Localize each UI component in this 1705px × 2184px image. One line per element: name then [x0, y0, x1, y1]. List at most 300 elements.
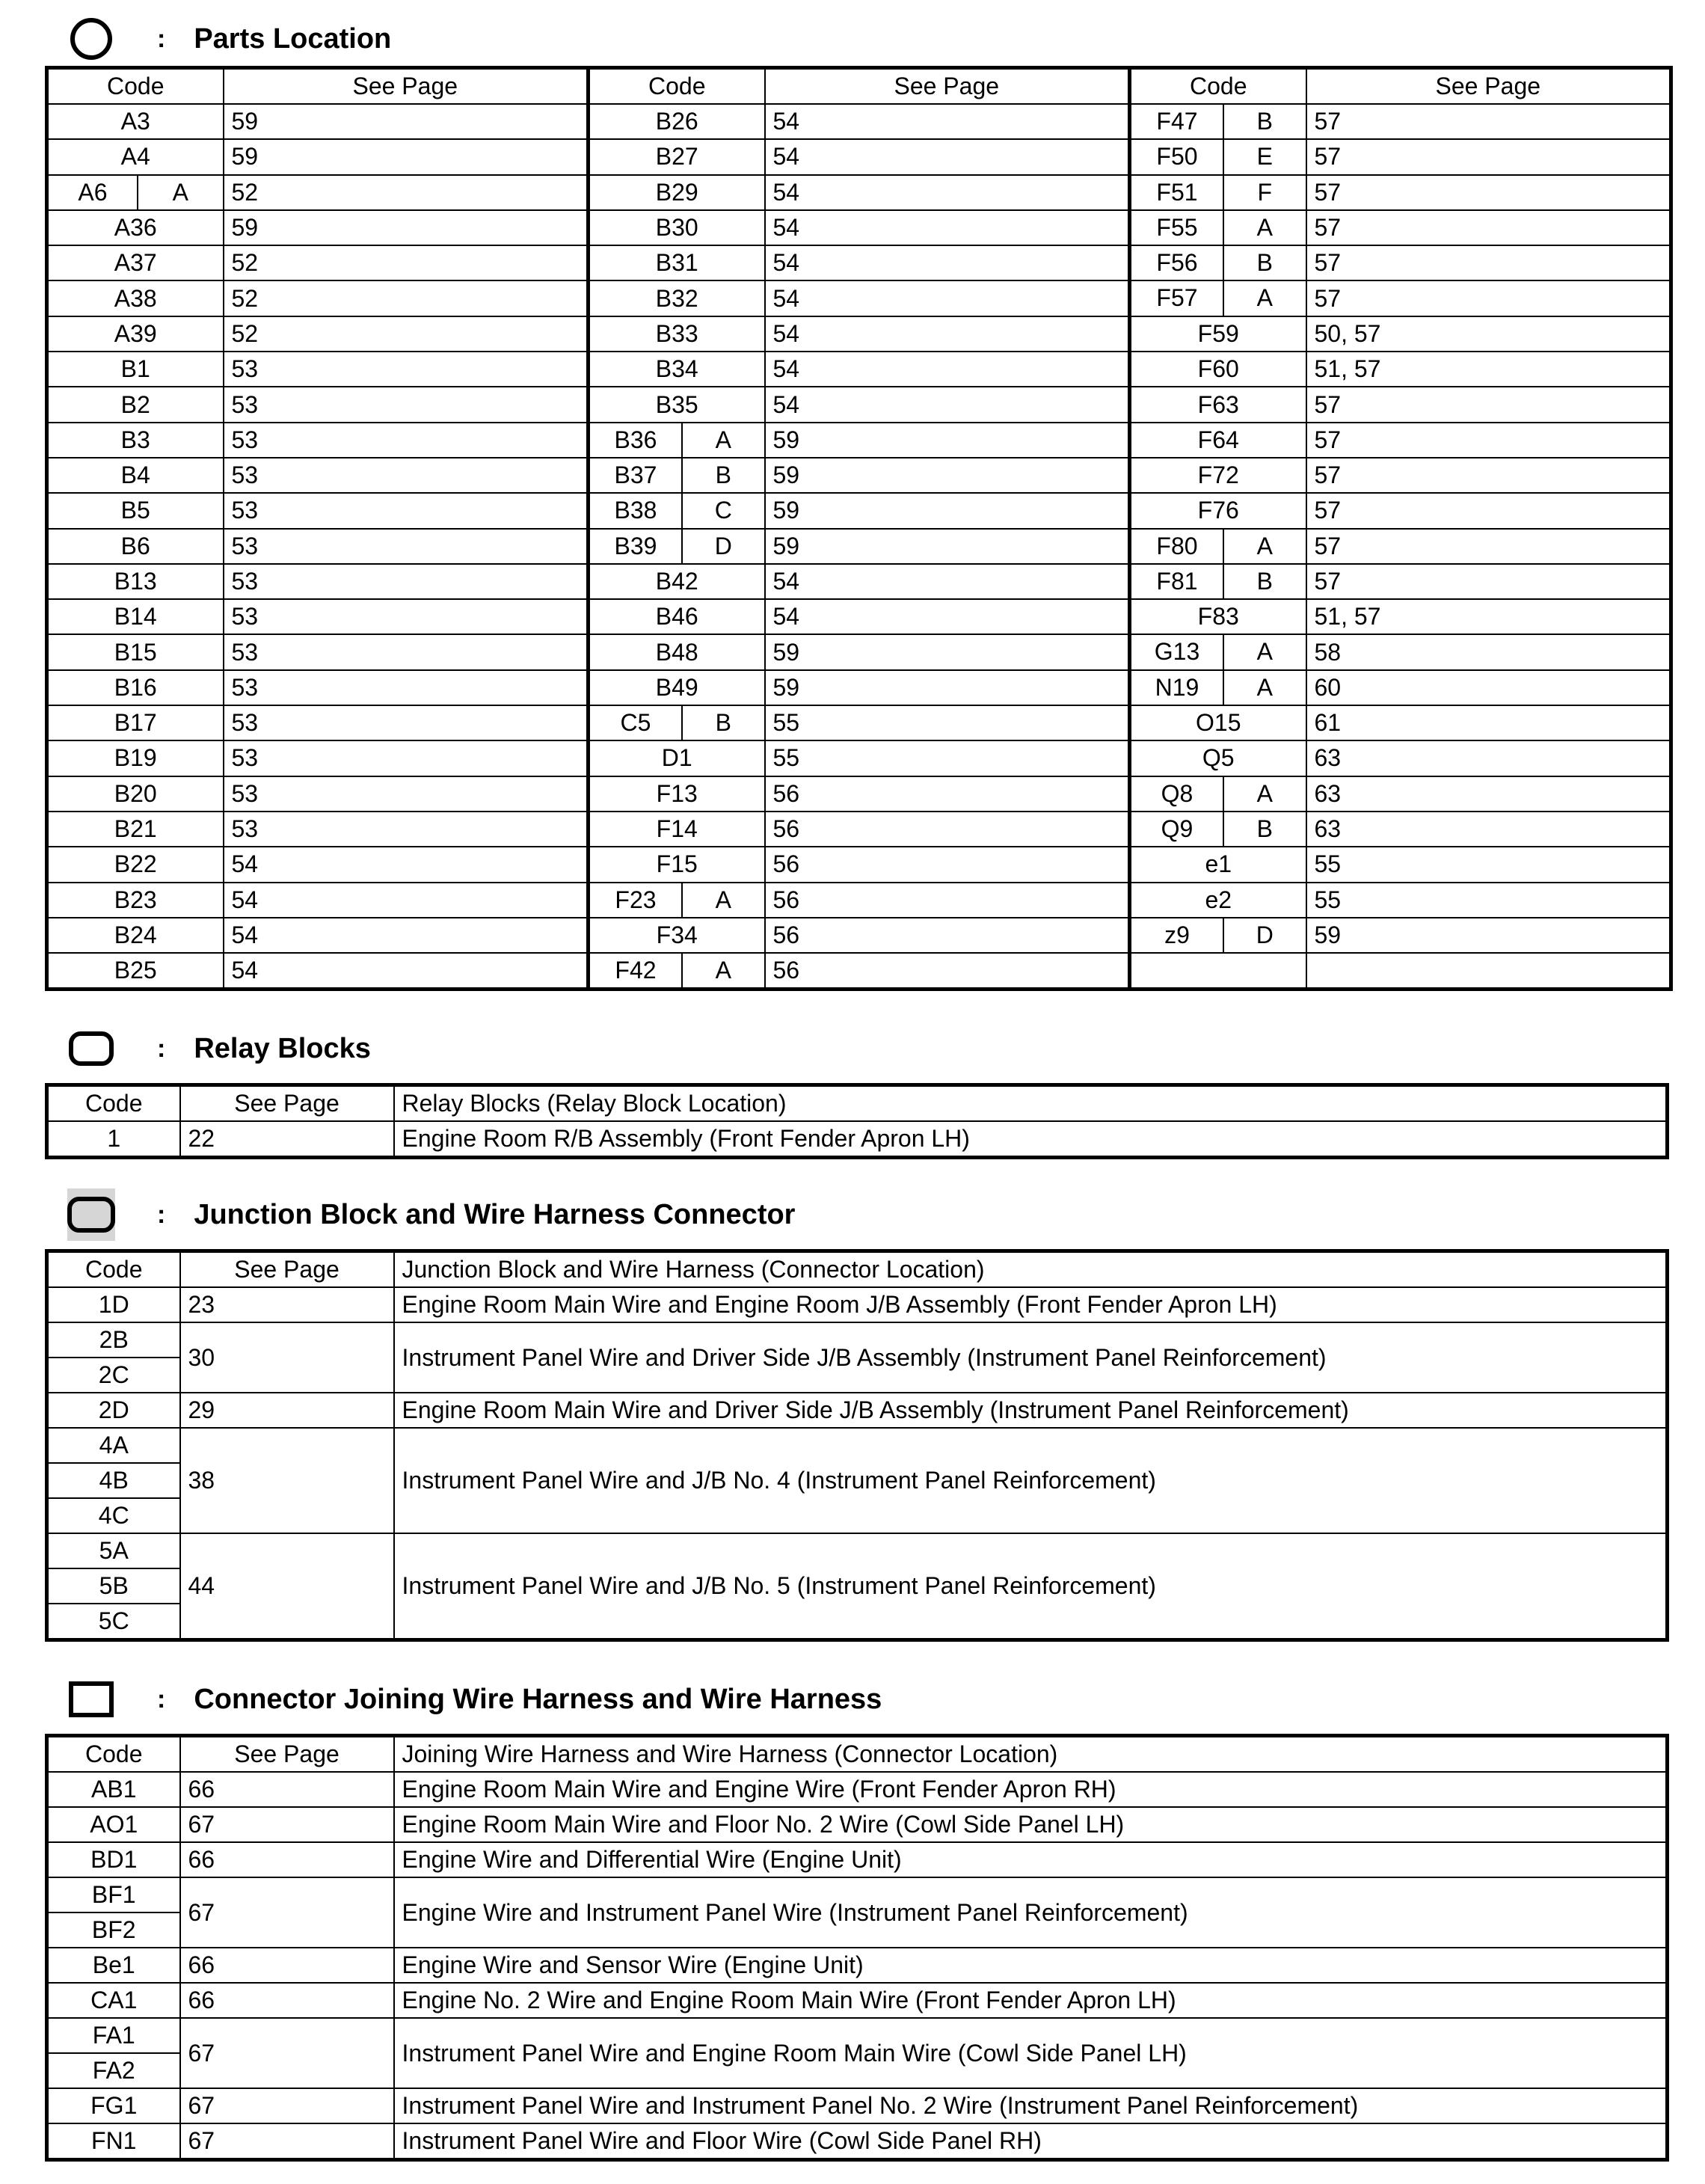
- part-code-cell: [47, 564, 224, 599]
- part-code-cell: [589, 316, 765, 352]
- part-code: F55: [1131, 211, 1224, 245]
- part-code: F72: [1197, 461, 1239, 489]
- pill-icon: [69, 1026, 114, 1071]
- part-code-cell: [47, 953, 224, 990]
- part-code: B15: [114, 638, 157, 666]
- see-page-cell: 54: [765, 599, 1130, 634]
- connector-letter: C: [714, 497, 732, 524]
- location-description: Engine Room Main Wire and Floor No. 2 Wire (Cowl Side Panel LH): [394, 1807, 1668, 1842]
- table-row: [47, 776, 1671, 812]
- table-row: [47, 139, 1671, 174]
- code-with-connector: [1131, 635, 1306, 669]
- connector-code: 2D: [47, 1393, 180, 1428]
- see-page-cell: 30: [180, 1322, 394, 1393]
- part-code: N19: [1131, 671, 1224, 705]
- circle-icon: [69, 16, 114, 61]
- table-row: [47, 1393, 1668, 1428]
- part-code: A38: [114, 284, 157, 312]
- part-code: B19: [114, 744, 157, 772]
- part-code: B31: [655, 249, 698, 277]
- part-code: B1: [120, 355, 150, 383]
- part-code: B5: [120, 497, 150, 524]
- see-page-cell: 57: [1306, 458, 1671, 493]
- part-code: B32: [655, 284, 698, 312]
- shaded-pill-icon: [69, 1192, 114, 1237]
- table-row: [47, 529, 1671, 564]
- connector-code: 5A: [47, 1533, 180, 1568]
- connector-code: 4A: [47, 1428, 180, 1463]
- table-row: [47, 634, 1671, 669]
- see-page-cell: 53: [224, 740, 589, 776]
- see-page-cell: 54: [765, 175, 1130, 210]
- connector-letter: A: [1256, 284, 1273, 312]
- connector-code: FN1: [47, 2123, 180, 2160]
- see-page-cell: 59: [224, 210, 589, 245]
- connector-letter: B: [715, 709, 731, 737]
- code-with-connector: [590, 954, 764, 987]
- part-code: F57: [1131, 281, 1224, 315]
- code-with-connector: [1131, 176, 1306, 209]
- code-with-connector: [590, 706, 764, 740]
- part-code-cell: [589, 175, 765, 210]
- location-description: Engine Wire and Instrument Panel Wire (Instrument Panel Reinforcement): [394, 1877, 1668, 1948]
- table-row: [47, 2018, 1668, 2053]
- part-code: B42: [655, 568, 698, 595]
- part-code-cell: [47, 280, 224, 316]
- part-code: B13: [114, 568, 157, 595]
- table-row: [47, 352, 1671, 387]
- part-code-cell: [1130, 776, 1306, 812]
- part-code-cell: [47, 458, 224, 493]
- connector-code: 5C: [47, 1604, 180, 1640]
- part-code-cell: [1130, 599, 1306, 634]
- part-code: Q8: [1131, 777, 1224, 811]
- see-page-cell: 56: [765, 953, 1130, 990]
- relay-blocks-table: [45, 1083, 1669, 1159]
- part-code: C5: [590, 706, 683, 740]
- connector-code: 5B: [47, 1568, 180, 1604]
- part-code-cell: [47, 705, 224, 740]
- part-code-cell: [1130, 139, 1306, 174]
- part-code: F23: [590, 883, 683, 917]
- part-code: B17: [114, 709, 157, 737]
- section-title: Relay Blocks: [194, 1032, 371, 1064]
- see-page-cell: 57: [1306, 529, 1671, 564]
- part-code-cell: [47, 776, 224, 812]
- part-code-cell: [1130, 529, 1306, 564]
- location-description: Instrument Panel Wire and J/B No. 4 (Instrument Panel Reinforcement): [394, 1428, 1668, 1533]
- table-row: [47, 493, 1671, 528]
- see-page-cell: 53: [224, 634, 589, 669]
- relay-blocks-heading: [69, 1026, 371, 1071]
- part-code-cell: [47, 847, 224, 882]
- table-row: [47, 2123, 1668, 2160]
- table-row: [47, 245, 1671, 280]
- part-code-cell: [589, 210, 765, 245]
- part-code-cell: [589, 423, 765, 458]
- see-page-cell: 54: [765, 316, 1130, 352]
- part-code-cell: [589, 139, 765, 174]
- part-code: e1: [1205, 850, 1232, 878]
- code-with-connector: [1131, 281, 1306, 315]
- see-page-cell: 52: [224, 175, 589, 210]
- part-code: B27: [655, 143, 698, 171]
- code-with-connector: [1131, 777, 1306, 811]
- part-code-cell: [1130, 245, 1306, 280]
- table-row: [47, 847, 1671, 882]
- part-code-cell: [47, 529, 224, 564]
- part-code-cell: [1130, 316, 1306, 352]
- see-page-cell: 67: [180, 1807, 394, 1842]
- see-page-cell: 55: [765, 705, 1130, 740]
- part-code: B14: [114, 603, 157, 631]
- connector-letter: A: [1256, 638, 1273, 666]
- see-page-cell: 57: [1306, 210, 1671, 245]
- part-code-cell: [1130, 918, 1306, 953]
- see-page-cell: 59: [765, 670, 1130, 705]
- junction-block-heading: [69, 1192, 795, 1237]
- table-row: [47, 1983, 1668, 2018]
- connector-letter: B: [1256, 815, 1273, 842]
- table-row: [47, 1121, 1668, 1158]
- part-code-cell: [1130, 670, 1306, 705]
- table-row: [47, 387, 1671, 422]
- part-code: B36: [590, 423, 683, 457]
- table-row: [47, 316, 1671, 352]
- see-page-cell: 55: [1306, 847, 1671, 882]
- part-code-cell: [47, 918, 224, 953]
- see-page-header: See Page: [1306, 68, 1671, 105]
- table-row: [47, 1948, 1668, 1983]
- see-page-cell: 53: [224, 493, 589, 528]
- connector-letter: D: [1256, 921, 1274, 948]
- table-row: [47, 2088, 1668, 2123]
- part-code-cell: [47, 352, 224, 387]
- see-page-cell: 29: [180, 1393, 394, 1428]
- header-row: [47, 1251, 1668, 1288]
- part-code-cell: [589, 104, 765, 139]
- see-page-cell: 61: [1306, 705, 1671, 740]
- part-code-cell: [47, 139, 224, 174]
- joining-connector-table: [45, 1734, 1669, 2162]
- part-code-cell: [589, 740, 765, 776]
- part-code: B26: [655, 108, 698, 135]
- part-code: F60: [1197, 355, 1239, 383]
- part-code: A37: [114, 249, 157, 277]
- location-header: Joining Wire Harness and Wire Harness (Connector Location): [394, 1736, 1668, 1773]
- part-code-cell: [47, 423, 224, 458]
- part-code-cell: [1130, 104, 1306, 139]
- connector-code: FG1: [47, 2088, 180, 2123]
- connector-letter: A: [172, 178, 188, 206]
- part-code-cell: [1130, 740, 1306, 776]
- part-code: A6: [49, 176, 138, 209]
- part-code: B4: [120, 461, 150, 489]
- part-code: F81: [1131, 565, 1224, 598]
- connector-letter: A: [1256, 779, 1273, 807]
- see-page-header: See Page: [180, 1085, 394, 1122]
- table-row: [47, 175, 1671, 210]
- part-code-cell: [1130, 352, 1306, 387]
- see-page-cell: 60: [1306, 670, 1671, 705]
- section-colon: :: [157, 1684, 166, 1714]
- part-code-cell: [589, 280, 765, 316]
- part-code-cell: [1130, 953, 1306, 990]
- see-page-cell: 53: [224, 705, 589, 740]
- header-row: [47, 1736, 1668, 1773]
- part-code-cell: [1130, 634, 1306, 669]
- see-page-header: See Page: [180, 1736, 394, 1773]
- part-code-cell: [589, 529, 765, 564]
- see-page-cell: 51, 57: [1306, 352, 1671, 387]
- part-code: F34: [656, 921, 698, 948]
- connector-code: CA1: [47, 1983, 180, 2018]
- connector-letter: D: [714, 532, 732, 559]
- see-page-cell: 52: [224, 316, 589, 352]
- part-code-cell: [589, 670, 765, 705]
- see-page-cell: 51, 57: [1306, 599, 1671, 634]
- part-code: B2: [120, 390, 150, 418]
- location-description: Instrument Panel Wire and Instrument Panel No. 2 Wire (Instrument Panel Reinforcement): [394, 2088, 1668, 2123]
- see-page-cell: 56: [765, 847, 1130, 882]
- table-row: [47, 1533, 1668, 1568]
- part-code: A3: [120, 108, 150, 135]
- see-page-header: See Page: [765, 68, 1130, 105]
- see-page-cell: 57: [1306, 139, 1671, 174]
- part-code: B37: [590, 458, 683, 492]
- connector-letter: B: [715, 461, 731, 488]
- part-code-cell: [47, 740, 224, 776]
- table-row: [47, 280, 1671, 316]
- table-row: [47, 1287, 1668, 1322]
- see-page-cell: 57: [1306, 564, 1671, 599]
- connector-code: AB1: [47, 1772, 180, 1807]
- see-page-cell: 53: [224, 352, 589, 387]
- header-row: [47, 68, 1671, 105]
- part-code-cell: [589, 458, 765, 493]
- see-page-cell: 54: [765, 352, 1130, 387]
- see-page-header: See Page: [180, 1251, 394, 1288]
- see-page-cell: 59: [1306, 918, 1671, 953]
- code-with-connector: [49, 176, 223, 209]
- connector-code: BD1: [47, 1842, 180, 1877]
- code-with-connector: [590, 458, 764, 492]
- location-description: Engine Wire and Differential Wire (Engine Unit): [394, 1842, 1668, 1877]
- connector-letter: A: [715, 886, 731, 913]
- location-description: Instrument Panel Wire and J/B No. 5 (Instrument Panel Reinforcement): [394, 1533, 1668, 1640]
- part-code: F15: [656, 850, 698, 878]
- connector-letter: E: [1256, 143, 1273, 171]
- part-code: F14: [656, 815, 698, 843]
- table-row: [47, 1807, 1668, 1842]
- table-row: [47, 918, 1671, 953]
- code-with-connector: [1131, 105, 1306, 138]
- see-page-cell: 56: [765, 776, 1130, 812]
- see-page-cell: 66: [180, 1983, 394, 2018]
- part-code-cell: [1130, 423, 1306, 458]
- part-code: B29: [655, 178, 698, 206]
- see-page-cell: 57: [1306, 175, 1671, 210]
- part-code: e2: [1205, 886, 1232, 913]
- part-code: B34: [655, 355, 698, 383]
- see-page-cell: 67: [180, 2088, 394, 2123]
- see-page-cell: 54: [765, 104, 1130, 139]
- see-page-cell: 67: [180, 2123, 394, 2160]
- part-code: z9: [1131, 918, 1224, 952]
- connector-letter: B: [1256, 567, 1273, 595]
- code-with-connector: [590, 883, 764, 917]
- connector-letter: A: [1256, 673, 1273, 701]
- see-page-cell: 54: [224, 847, 589, 882]
- part-code-cell: [1130, 387, 1306, 422]
- location-description: Engine No. 2 Wire and Engine Room Main Wire (Front Fender Apron LH): [394, 1983, 1668, 2018]
- part-code-cell: [589, 776, 765, 812]
- part-code-cell: [47, 210, 224, 245]
- table-row: [47, 1322, 1668, 1358]
- part-code: F51: [1131, 176, 1224, 209]
- part-code-cell: [1130, 175, 1306, 210]
- part-code-cell: [589, 634, 765, 669]
- part-code-cell: [47, 812, 224, 847]
- table-row: [47, 1428, 1668, 1463]
- see-page-cell: 59: [765, 423, 1130, 458]
- see-page-cell: 52: [224, 280, 589, 316]
- section-title: Connector Joining Wire Harness and Wire Harness: [194, 1683, 882, 1715]
- code-header: Code: [47, 1736, 180, 1773]
- part-code-cell: [589, 705, 765, 740]
- parts-location-heading: [69, 16, 391, 61]
- table-row: [47, 953, 1671, 990]
- see-page-cell: 55: [765, 740, 1130, 776]
- connector-letter: A: [715, 426, 731, 453]
- connector-code: FA2: [47, 2053, 180, 2088]
- see-page-cell: 53: [224, 387, 589, 422]
- connector-code: 2C: [47, 1358, 180, 1393]
- part-code-cell: [1130, 210, 1306, 245]
- table-row: [47, 705, 1671, 740]
- section-colon: :: [157, 1200, 166, 1229]
- part-code: O15: [1196, 709, 1241, 737]
- part-code-cell: [589, 812, 765, 847]
- see-page-cell: 54: [765, 387, 1130, 422]
- see-page-cell: 66: [180, 1842, 394, 1877]
- see-page-cell: 59: [765, 458, 1130, 493]
- location-description: Instrument Panel Wire and Floor Wire (Cowl Side Panel RH): [394, 2123, 1668, 2160]
- see-page-cell: 57: [1306, 493, 1671, 528]
- see-page-cell: 56: [765, 883, 1130, 918]
- code-with-connector: [1131, 918, 1306, 952]
- part-code-cell: [589, 493, 765, 528]
- part-code-cell: [589, 883, 765, 918]
- part-code: B16: [114, 673, 157, 701]
- part-code-cell: [47, 634, 224, 669]
- section-colon: :: [157, 1034, 166, 1063]
- location-header: Junction Block and Wire Harness (Connector Location): [394, 1251, 1668, 1288]
- part-code: F13: [656, 779, 698, 807]
- see-page-cell: 59: [224, 139, 589, 174]
- connector-code: BF1: [47, 1877, 180, 1912]
- part-code-cell: [589, 352, 765, 387]
- see-page-cell: 58: [1306, 634, 1671, 669]
- part-code: B33: [655, 319, 698, 347]
- see-page-cell: 53: [224, 423, 589, 458]
- part-code: A36: [114, 214, 157, 242]
- connector-code: FA1: [47, 2018, 180, 2053]
- part-code-cell: [47, 493, 224, 528]
- joining-connector-heading: [69, 1677, 882, 1722]
- see-page-cell: 53: [224, 564, 589, 599]
- part-code: F76: [1197, 497, 1239, 524]
- see-page-cell: 54: [765, 564, 1130, 599]
- table-row: [47, 458, 1671, 493]
- see-page-cell: 57: [1306, 280, 1671, 316]
- part-code: B3: [120, 426, 150, 453]
- part-code-cell: [1130, 847, 1306, 882]
- table-row: [47, 210, 1671, 245]
- code-header: Code: [589, 68, 765, 105]
- connector-code: 4B: [47, 1463, 180, 1498]
- code-with-connector: [1131, 246, 1306, 280]
- see-page-cell: 55: [1306, 883, 1671, 918]
- see-page-cell: 63: [1306, 740, 1671, 776]
- part-code-cell: [589, 847, 765, 882]
- connector-code: BF2: [47, 1912, 180, 1948]
- table-row: [47, 423, 1671, 458]
- part-code-cell: [47, 599, 224, 634]
- connector-letter: A: [1256, 532, 1273, 559]
- part-code-cell: [1130, 564, 1306, 599]
- code-with-connector: [590, 494, 764, 527]
- code-with-connector: [1131, 211, 1306, 245]
- code-with-connector: [1131, 565, 1306, 598]
- see-page-cell: 63: [1306, 812, 1671, 847]
- see-page-cell: 53: [224, 812, 589, 847]
- table-row: [47, 740, 1671, 776]
- see-page-cell: 53: [224, 670, 589, 705]
- part-code-cell: [589, 387, 765, 422]
- connector-letter: B: [1256, 108, 1273, 135]
- part-code-cell: [47, 316, 224, 352]
- see-page-cell: 57: [1306, 245, 1671, 280]
- part-code: B48: [655, 638, 698, 666]
- part-code-cell: [47, 670, 224, 705]
- part-code: B38: [590, 494, 683, 527]
- location-description: Instrument Panel Wire and Engine Room Main Wire (Cowl Side Panel LH): [394, 2018, 1668, 2088]
- see-page-cell: 67: [180, 1877, 394, 1948]
- part-code: Q9: [1131, 812, 1224, 846]
- part-code-cell: [1130, 458, 1306, 493]
- table-row: [47, 1772, 1668, 1807]
- location-description: Instrument Panel Wire and Driver Side J/B Assembly (Instrument Panel Reinforcement): [394, 1322, 1668, 1393]
- code-header: Code: [47, 1085, 180, 1122]
- see-page-cell: [1306, 953, 1671, 990]
- see-page-cell: 23: [180, 1287, 394, 1322]
- part-code: F80: [1131, 530, 1224, 563]
- connector-code: 4C: [47, 1498, 180, 1533]
- connector-letter: B: [1256, 249, 1273, 277]
- see-page-cell: 53: [224, 458, 589, 493]
- part-code: F59: [1197, 319, 1239, 347]
- code-with-connector: [590, 530, 764, 563]
- part-code-cell: [589, 918, 765, 953]
- table-row: [47, 599, 1671, 634]
- part-code: Q5: [1202, 744, 1235, 772]
- see-page-cell: 44: [180, 1533, 394, 1640]
- code-with-connector: [1131, 812, 1306, 846]
- see-page-cell: 54: [224, 883, 589, 918]
- code-header: Code: [1130, 68, 1306, 105]
- connector-code: 1: [47, 1121, 180, 1158]
